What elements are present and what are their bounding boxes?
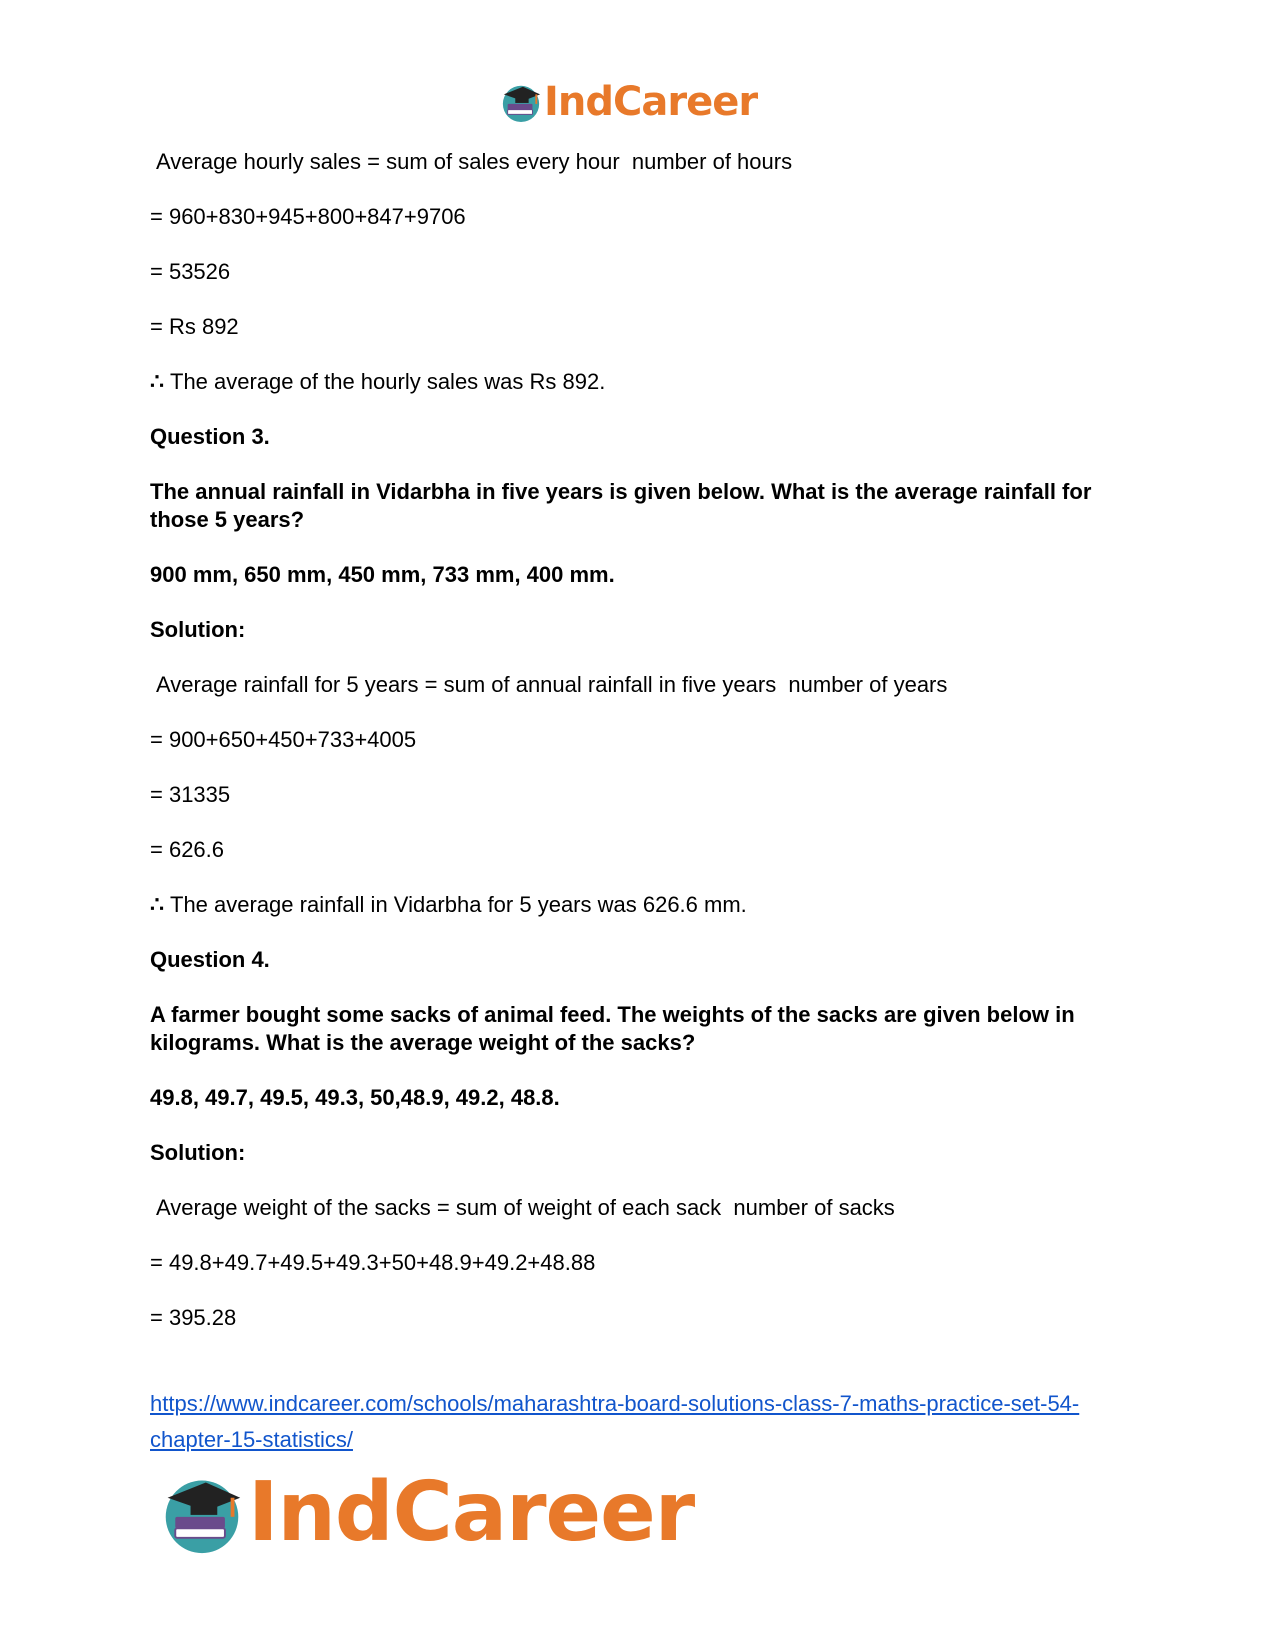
formula-line: = 960+830+945+800+847+9706 bbox=[150, 204, 466, 229]
therefore-symbol: ∴ bbox=[150, 369, 164, 394]
conclusion-line bbox=[150, 368, 1130, 396]
source-link[interactable]: https://www.indcareer.com/schools/maharashtra-board-solutions-class-7-maths-practice-set-54-chapter-15-statistics/ bbox=[150, 1391, 1080, 1452]
logo-wordmark: IndCareer bbox=[544, 79, 758, 125]
formula-line: = 49.8+49.7+49.5+49.3+50+48.9+49.2+48.88 bbox=[150, 1250, 596, 1275]
question-title: Question 3. bbox=[150, 424, 270, 449]
formula-line: = 53526 bbox=[150, 259, 231, 284]
formula-line: = Rs 892 bbox=[150, 314, 239, 339]
conclusion-text: The average of the hourly sales was Rs 892. bbox=[170, 369, 606, 394]
conclusion-line bbox=[150, 891, 1130, 919]
question-text: The annual rainfall in Vidarbha in five years is given below. What is the average rainfall for those 5 years? bbox=[150, 479, 1098, 532]
formula-line: Average rainfall for 5 years = sum of annual rainfall in five years number of years bbox=[156, 672, 948, 697]
conclusion-text: The average rainfall in Vidarbha for 5 years was 626.6 mm. bbox=[170, 892, 747, 917]
question-title: Question 4. bbox=[150, 947, 270, 972]
graduation-cap-icon bbox=[160, 1471, 244, 1555]
formula-line: = 395.28 bbox=[150, 1305, 237, 1330]
formula-line: Average hourly sales = sum of sales every hour number of hours bbox=[156, 149, 793, 174]
formula-line: Average weight of the sacks = sum of weight of each sack number of sacks bbox=[156, 1195, 895, 1220]
question-text: A farmer bought some sacks of animal feed. The weights of the sacks are given below in kilograms. What is the average weight of the sacks? bbox=[150, 1002, 1081, 1055]
therefore-symbol: ∴ bbox=[150, 892, 164, 917]
formula-line: = 31335 bbox=[150, 782, 231, 807]
question-data: 49.8, 49.7, 49.5, 49.3, 50,48.9, 49.2, 48.8. bbox=[150, 1085, 560, 1110]
footer-logo bbox=[160, 1465, 695, 1560]
question-data: 900 mm, 650 mm, 450 mm, 733 mm, 400 mm. bbox=[150, 562, 615, 587]
logo-wordmark: IndCareer bbox=[248, 1465, 695, 1560]
document-body bbox=[150, 148, 1130, 1359]
graduation-cap-icon bbox=[500, 81, 542, 123]
solution-heading: Solution: bbox=[150, 617, 246, 642]
formula-line: = 900+650+450+733+4005 bbox=[150, 727, 417, 752]
solution-heading: Solution: bbox=[150, 1140, 246, 1165]
formula-line: = 626.6 bbox=[150, 837, 225, 862]
header-logo bbox=[500, 80, 757, 124]
